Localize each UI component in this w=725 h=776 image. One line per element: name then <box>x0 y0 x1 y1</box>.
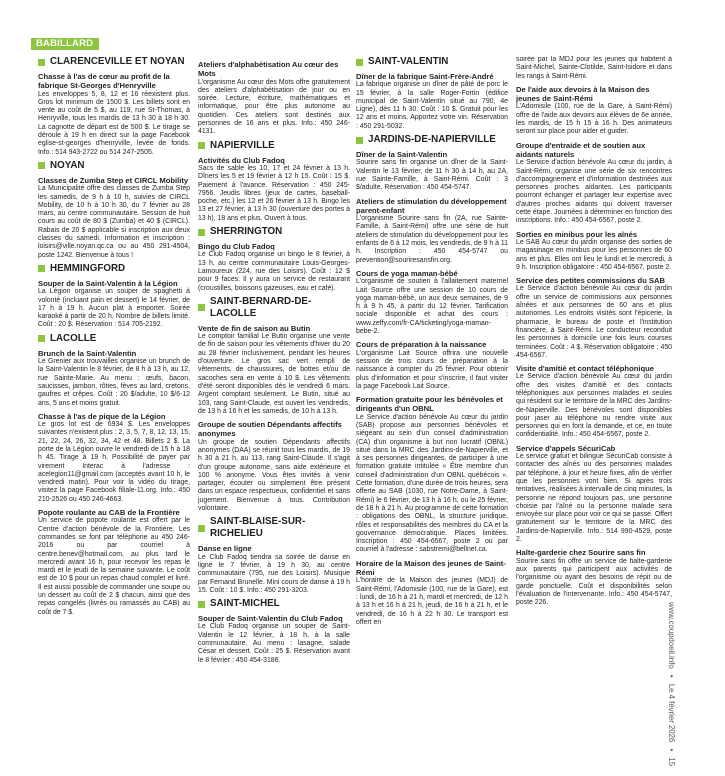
notice-body: Les enveloppes 5, 8, 12 et 16 réexistent plus. Gros lot minimum de 1500 $. Les billets sont en vente au coût de 5 $, au 119, rue St-Thomas, à Henryville, tous les mardis de 13 h 30 à 18 h 30. La cagnotte de départ est de 500 $. Le tirage se déroule à 19 h en direct sur la page Facebook eglise-st-georges d'henryville, levée de fonds. Info.: 514 943-2722 ou 514 247-2505. <box>38 90 190 156</box>
town-name: SHERRINGTON <box>210 226 283 238</box>
notice-title: Visite d'amitié et contact téléphonique <box>516 364 654 374</box>
notice-body: soirée par la MDJ pour les jeunes qui habitent à Saint-Michel, Sainte-Clotilde, Saint-Isidore et dans les rangs à Saint-Rémi. <box>516 56 672 80</box>
green-square-icon <box>198 142 205 149</box>
green-square-icon <box>198 229 205 236</box>
notice-body: Le SAB Au cœur du jardin organise des sorties de magasinage en minibus pour les personnes de 60 ans et plus. Elles ont lieu le lundi et le mercredi, à 9 h. Inscription obligatoire : 450 454-6567, poste 2. <box>516 238 672 271</box>
notice-title: Dîner de la fabrique Saint-Frère-André <box>356 72 494 81</box>
notice-body: L'horaire de la Maison des jeunes (MDJ) de Saint-Rémi, l'Adomisile (100, rue de la Gare), est : lundi, de 16 h à 21 h, mardi et mercredi, de 12 h à 13 h et 16 h à 21 h, jeudi, de 16 h à 21 h, et le vendredi, de 16 h à 22 h 30. Le transport est offert en <box>356 577 508 626</box>
green-square-icon <box>356 59 363 66</box>
town-heading <box>356 56 508 68</box>
notice-body: Sourire sans fin offre un service de halte-garderie aux parents qui participent aux activités de l'organisme ou ayant des besoins de répit ou de garde ponctuelle. Coût et disponibilités selon l'évaluation de l'intervenante. Info.: 450 454-5747, poste 226. <box>516 557 672 607</box>
notice-body: La Municipalité offre des classes de Zumba Step les samedis, de 9 h à 10 h, suivies de CIRCL Mobility, de 10 h à 10 h 30, du 7 février au 28 mars, au centre communautaire. Session de huit cours au coût de 80 $ (Zumba) et 40 $ (CIRCL). Rabais de 20 $ applicable si inscription aux deux classes du samedi. Information et inscription : loisirs@ville.noyan.qc.ca ou au 450 291-4504, poste 1242. Bienvenue à tous ! <box>38 185 190 259</box>
column-4 <box>516 56 672 758</box>
notice-title: Chasse à l'as de cœur au profit de la fabrique St-Georges d'Henryville <box>38 72 170 91</box>
notice-body: La fabrique organise un dîner de pâté de porc le 15 février, à la salle Roger-Fortin (édifice municipal de Saint-Valentin situé au 790, 4e Ligne), dès 11 h 30. Coût : 10 $. Gratuit pour les 12 ans et moins. Apportez votre vin. Réservation : 450 291-5032. <box>356 81 508 130</box>
notice-body: La Légion organise un souper de spaghetti à volonté (incluant pain et dessert) le 14 février, de 17 h à 19 h. Aucun plat à emporter. Soirée karaoké à partir de 20 h. Nombre de billets limité. Coût : 20 $. Réservation : 514 705-2192. <box>38 288 190 329</box>
town-name: JARDINS-DE-NAPIERVILLE <box>368 134 496 146</box>
notice-body: Le service gratuit et bilingue SécuriCab consiste à contacter des aînés ou des personnes malades par téléphone, à jour et heure fixes, afin de vérifier que les personnes vont bien. Si après trois tentatives, réalisées à intervalle de cinq minutes, la personne ne répond toujours pas, une personne choisie par l'aîné ou la personne malade sera envoyée sur place pour voir ce qui se passe. Offert gratuitement sur le territoire de la MRC des Jardins-de-Napierville. Info.: 514 990-4529, poste 2. <box>516 453 672 544</box>
notice-body: Le Service d'action bénévole Au cœur du jardin, à Saint-Rémi, organise une série de six rencontres d'accompagnement et d'information destinées aux personnes proches aidantes. Les participants pourront échanger et partager leur expertise avec d'autres proches aidants qui doivent traverser cette étape. Journées à déterminer en fonction des inscriptions. Info.: 450 454-6567, poste 2. <box>516 159 672 225</box>
green-square-icon <box>198 304 205 311</box>
notice-title: Formation gratuite pour les bénévoles et dirigeants d'un OBNL <box>356 395 503 414</box>
notice-body: Le Club Fadoq tiendra sa soirée de danse en ligne le 7 février, à 19 h 30, au centre communautaire (795, rue des Loisirs). Musique par Fernand Brunelle. Mini cours de danse à 19 h 15. Coût : 10 $. Info.: 450 291-3203. <box>198 553 350 594</box>
notice-title: Dîner de la Saint-Valentin <box>356 150 448 160</box>
town-heading <box>198 296 350 320</box>
column-3 <box>356 56 508 758</box>
green-square-icon <box>38 59 45 66</box>
notice-title: Halte-garderie chez Sourire sans fin <box>516 548 646 558</box>
green-square-icon <box>38 162 45 169</box>
town-name: SAINT-VALENTIN <box>368 56 449 67</box>
notice-title: Ateliers d'alphabétisation Au cœur des Mots <box>198 60 339 79</box>
town-heading <box>38 160 190 172</box>
town-heading <box>198 140 350 152</box>
page-folio <box>666 600 676 768</box>
town-heading <box>198 226 350 238</box>
notice-body: Le Service d'action bénévole Au cœur du jardin offre un service de commissions aux personnes aînées et aux personnes de 60 ans et plus autonomes. Les endroits visités sont l'épicerie, la pharmacie, le bureau de poste et l'institution financière, à Saint-Rémi. Le conducteur reconduit les personnes à domicile une fois leurs courses terminées. Coût : 4 $. Réservation obligatoire : 450 454-6567. <box>516 285 672 359</box>
town-name: SAINT-BLAISE-SUR-RICHELIEU <box>210 516 306 540</box>
notice-body: Le Service d'action bénévole Au cœur du jardin offre des visites d'amitié et des contacts téléphoniques aux personnes malades et seules qui résident sur le territoire de la MRC des Jardins-de-Napierville. Des bénévoles sont disponibles pour jaser au téléphone ou rendre visite aux personnes qui en font la demande, et ce, en toute confidentialité. Info.: 450 454-6567, poste 2. <box>516 373 672 439</box>
notice-title: Activités du Club Fadoq <box>198 155 285 165</box>
notice-title: Cours de yoga maman-bébé <box>356 268 458 278</box>
notice-title: Danse en ligne <box>198 544 252 554</box>
notice-title: Sorties en minibus pour les aînés <box>516 229 638 239</box>
column-2 <box>198 56 350 758</box>
town-heading <box>198 516 350 540</box>
notice-body: L'organisme Au cœur des Mots offre gratuitement des ateliers d'alphabétisation de jour ou en soirée. Lecture, écriture, mathématiques et informatique, pour être plus autonome au quotidien. Ces ateliers sont destinés aux personnes de 16 ans et plus. Info.: 450 246-4131. <box>198 78 350 136</box>
town-name: LACOLLE <box>50 332 97 344</box>
notice-body: L'Adomisile (100, rue de la Gare, à Saint-Rémi) offre de l'aide aux devoirs aux élèves de 6e année, les mardis, de 15 h 15 à 16 h. Des animateurs seront sur place pour aider et guider. <box>516 103 672 136</box>
notice-body: L'organisme de soutien à l'allaitement maternel Lait Source offre une session de 10 cours de yoga maman-bébé, un aux deux semaines, de 9 h à 9 h 45, à partir du 12 février. Tarification sociale disponible et achat des cours : www.zeffy.com/fr-CA/ticketing/yoga-maman-bebe-2. <box>356 278 508 336</box>
town-name: CLARENCEVILLE ET NOYAN <box>50 56 185 67</box>
notice-body: Sacs de sable les 10, 17 et 24 février à 13 h. Dîners les 5 et 19 février à 12 h 15. Coût : 15 $. Paiement à l'avance. Réservation : 450 245-7956. Jeudis libres (jeux de cartes, baseball-poche, etc.) les 12 et 26 février à 13 h. Bingo les 13 et 27 février, à 13 h 30 (ouverture des portes à 13 h), 18 ans et plus. Ouvert à tous. <box>198 164 350 222</box>
notice-title: Service des petites commissions du SAB <box>516 276 665 286</box>
section-header: BABILLARD <box>31 38 99 50</box>
town-heading <box>38 333 190 345</box>
town-name: SAINT-MICHEL <box>210 598 280 610</box>
town-heading <box>38 263 190 275</box>
green-square-icon <box>198 525 205 532</box>
folio-page: 15 <box>667 757 676 767</box>
town-heading <box>356 134 508 146</box>
notice-title: Groupe d'entraide et de soutien aux aidants naturels <box>516 140 646 159</box>
notice-body: L'organisme Lait Source offrira une nouvelle session de trois cours de préparation à la naissance à compter du 25 février. Pour obtenir plus d'information et pour s'inscrire, il faut visiter la page Facebook Lait Source. <box>356 349 508 390</box>
notice-body: Le Club Fadoq organise un bingo le 8 février, à 13 h, au centre communautaire Louis-Georges-Lamoureux (224, rue des Loisirs). Coût : 12 $ pour 9 faces. Il y aura un service de restaurant (croustilles, boissons gazeuses, eau et café). <box>198 251 350 292</box>
folio-date: Le 4 février 2026 <box>667 683 676 743</box>
notice-title: Classes de Zumba Step et CIRCL Mobility <box>38 175 189 185</box>
notice-title: Service d'appels SécuriCab <box>516 443 616 453</box>
town-name: NAPIERVILLE <box>210 139 275 151</box>
notice-title: Popote roulante au CAB de la Frontière <box>38 508 180 518</box>
notice-body: Le gros lot est de 6934 $. Les enveloppes suivantes n'existent plus : 2, 3, 5, 7, 8, 12, 13, 15, 21, 22, 24, 26, 32, 34, 42 et 48. Billets 2 $. La porte de la Légion ouvre le vendredi de 15 h à 18 h 45. Tirage à 19 h. Possibilité de payer par virement Interac à l'adresse : acelegion11@gmail.com (acceptés avant 10 h, le vendredi matin). Pour voir la vidéo du tirage, visitez la page Facebook filiale-11.org. Info.: 450 210-2526 ou 450 246-4663. <box>38 421 190 503</box>
town-name: NOYAN <box>50 159 85 171</box>
notice-title: Chasse à l'as de pique de la Légion <box>38 411 166 421</box>
town-heading <box>38 56 190 68</box>
notice-body: Le Grenier aux trouvailles organise un brunch de la Saint-Valentin le 8 février, de 8 h à 13 h, au 12, rue Sainte-Marie. Au menu : œufs, bacon, saucisses, jambon, rôties, fèves au lard, cretons, gaufres et crêpes. Coût : 20 $/adulte, 10 $/6-12 ans, 5 ans et moins gratuit. <box>38 358 190 407</box>
folio-site: www.coupdoeil.info <box>667 602 676 669</box>
folio-separator-2: • <box>667 748 676 752</box>
notice-body: Le Service d'action bénévole Au cœur du jardin (SAB) propose aux personnes bénévoles et siégeant au sein d'un conseil d'administration (CA) d'un organisme à but non lucratif (OBNL) situé dans la MRC des Jardins-de-Napierville, et à ses personnes dirigeantes, de participer à une formation gratuite intitulée « Être membre d'un conseil d'administration d'un OBNL québécois ». Cette formation, d'une durée de trois heures, sera offerte au SAB (1030, rue Notre-Dame, à Saint-Rémi) le 6 février, de 13 h à 16 h, ou le 25 février, de 18 h à 21 h. Au programme de cette formation : obligations des OBNL, la structure juridique, rôles et responsabilités des membres du CA et la gouvernance démocratique. Places limitées. Inscription : 450 454-6567, poste 2 ou par courriel à l'adresse : sabstremi@bellnet.ca. <box>356 413 508 554</box>
notice-title: Brunch de la Saint-Valentin <box>38 348 137 358</box>
notice-body: Le Club Fadoq organise un souper de Saint-Valentin le 12 février, à 18 h, à la salle communautaire. Au menu : lasagne, salade César et dessert. Coût : 25 $. Réservation avant le 8 février : 450 454-3186. <box>198 623 350 664</box>
notice-body: L'organisme Sourire sans fin (2A, rue Sainte-Famille, à Saint-Rémi) offre une série de huit ateliers de stimulation du développement pour les enfants de 6 à 12 mois, les vendredis, de 9 h à 11 h. Inscription : 450 454-5747 ou prevention@souriresansfin.org. <box>356 215 508 264</box>
notice-title: Souper de Saint-Valentin du Club Fadoq <box>198 614 343 624</box>
notice-title: Horaire de la Maison des jeunes de Saint-Rémi <box>356 558 506 578</box>
green-square-icon <box>198 601 205 608</box>
notice-title: Groupe de soutien Dépendants affectifs anonymes <box>198 420 342 439</box>
green-square-icon <box>38 335 45 342</box>
folio-separator: • <box>667 674 676 678</box>
notice-title: Vente de fin de saison au Butin <box>198 323 311 333</box>
column-1 <box>38 56 190 758</box>
notice-body: Sourire sans fin organise un dîner de la Saint-Valentin le 13 février, de 11 h 30 à 14 h, au 2A, rue Sainte-Famille, à Saint-Rémi. Coût : 3 $/adulte. Réservation : 450 454-5747. <box>356 159 508 192</box>
notice-title: Ateliers de stimulation du développement parent-enfant <box>356 196 507 215</box>
town-name: SAINT-BERNARD-DE-LACOLLE <box>210 295 312 319</box>
notice-title: De l'aide aux devoirs à la Maison des jeunes de Saint-Rémi <box>516 84 650 104</box>
town-name: HEMMINGFORD <box>50 262 126 274</box>
notice-body: Un groupe de soutien Dépendants affectifs anonymes (DAA) se réunit tous les mardis, de 19 h 30 à 21 h, au 113, rang Saint-Claude. Il s'agit d'un groupe autonome, sans aide extérieure et 100 % anonyme. Vous êtes invités à venir partager, écouter ou simplement être présent dans un espace respectueux, confidentiel et sans jugement. Bienvenue à tous. Contribution volontaire. <box>198 438 350 513</box>
notice-title: Cours de préparation à la naissance <box>356 340 487 350</box>
green-square-icon <box>356 137 363 144</box>
green-square-icon <box>38 265 45 272</box>
notice-body: Le comptoir familial Le Butin organise une vente de fin de saison pour les vêtements d'hiver du 20 au 28 février inclusivement, pendant les heures d'ouverture. Le gros sac vert rempli de vêtements, de chaussures, de bottes et/ou de sacoches sera en vente à 10 $. Les vêtements d'été seront disponibles dès le vendredi 6 mars. Argent comptant seulement. Le Butin, situé au 103, rang Saint-Claude, est ouvert les vendredis, de 13 h à 16 h et les samedis, de 10 h à 13 h. <box>198 333 350 415</box>
notice-title: Souper de la Saint-Valentin à la Légion <box>38 278 178 288</box>
town-heading <box>198 598 350 610</box>
notice-title: Bingo du Club Fadoq <box>198 242 275 252</box>
notice-body: Un service de popote roulante est offert par le Centre d'action bénévole de la Frontière. Les commandes se font par téléphone au 450 246-2016 ou par courriel à centre.benev@hotmail.com, au plus tard le mercredi avant 16 h, pour recevoir les repas le mardi et le jeudi de la semaine suivante. Le coût est de 10 $ pour un repas chaud complet et livré. Il est aussi possible de commander une soupe ou un dessert au coût de 2 $ chacun, ainsi que des repas congelés (livrés ou ramassés au CAB) au coût de 7 $. <box>38 517 190 616</box>
